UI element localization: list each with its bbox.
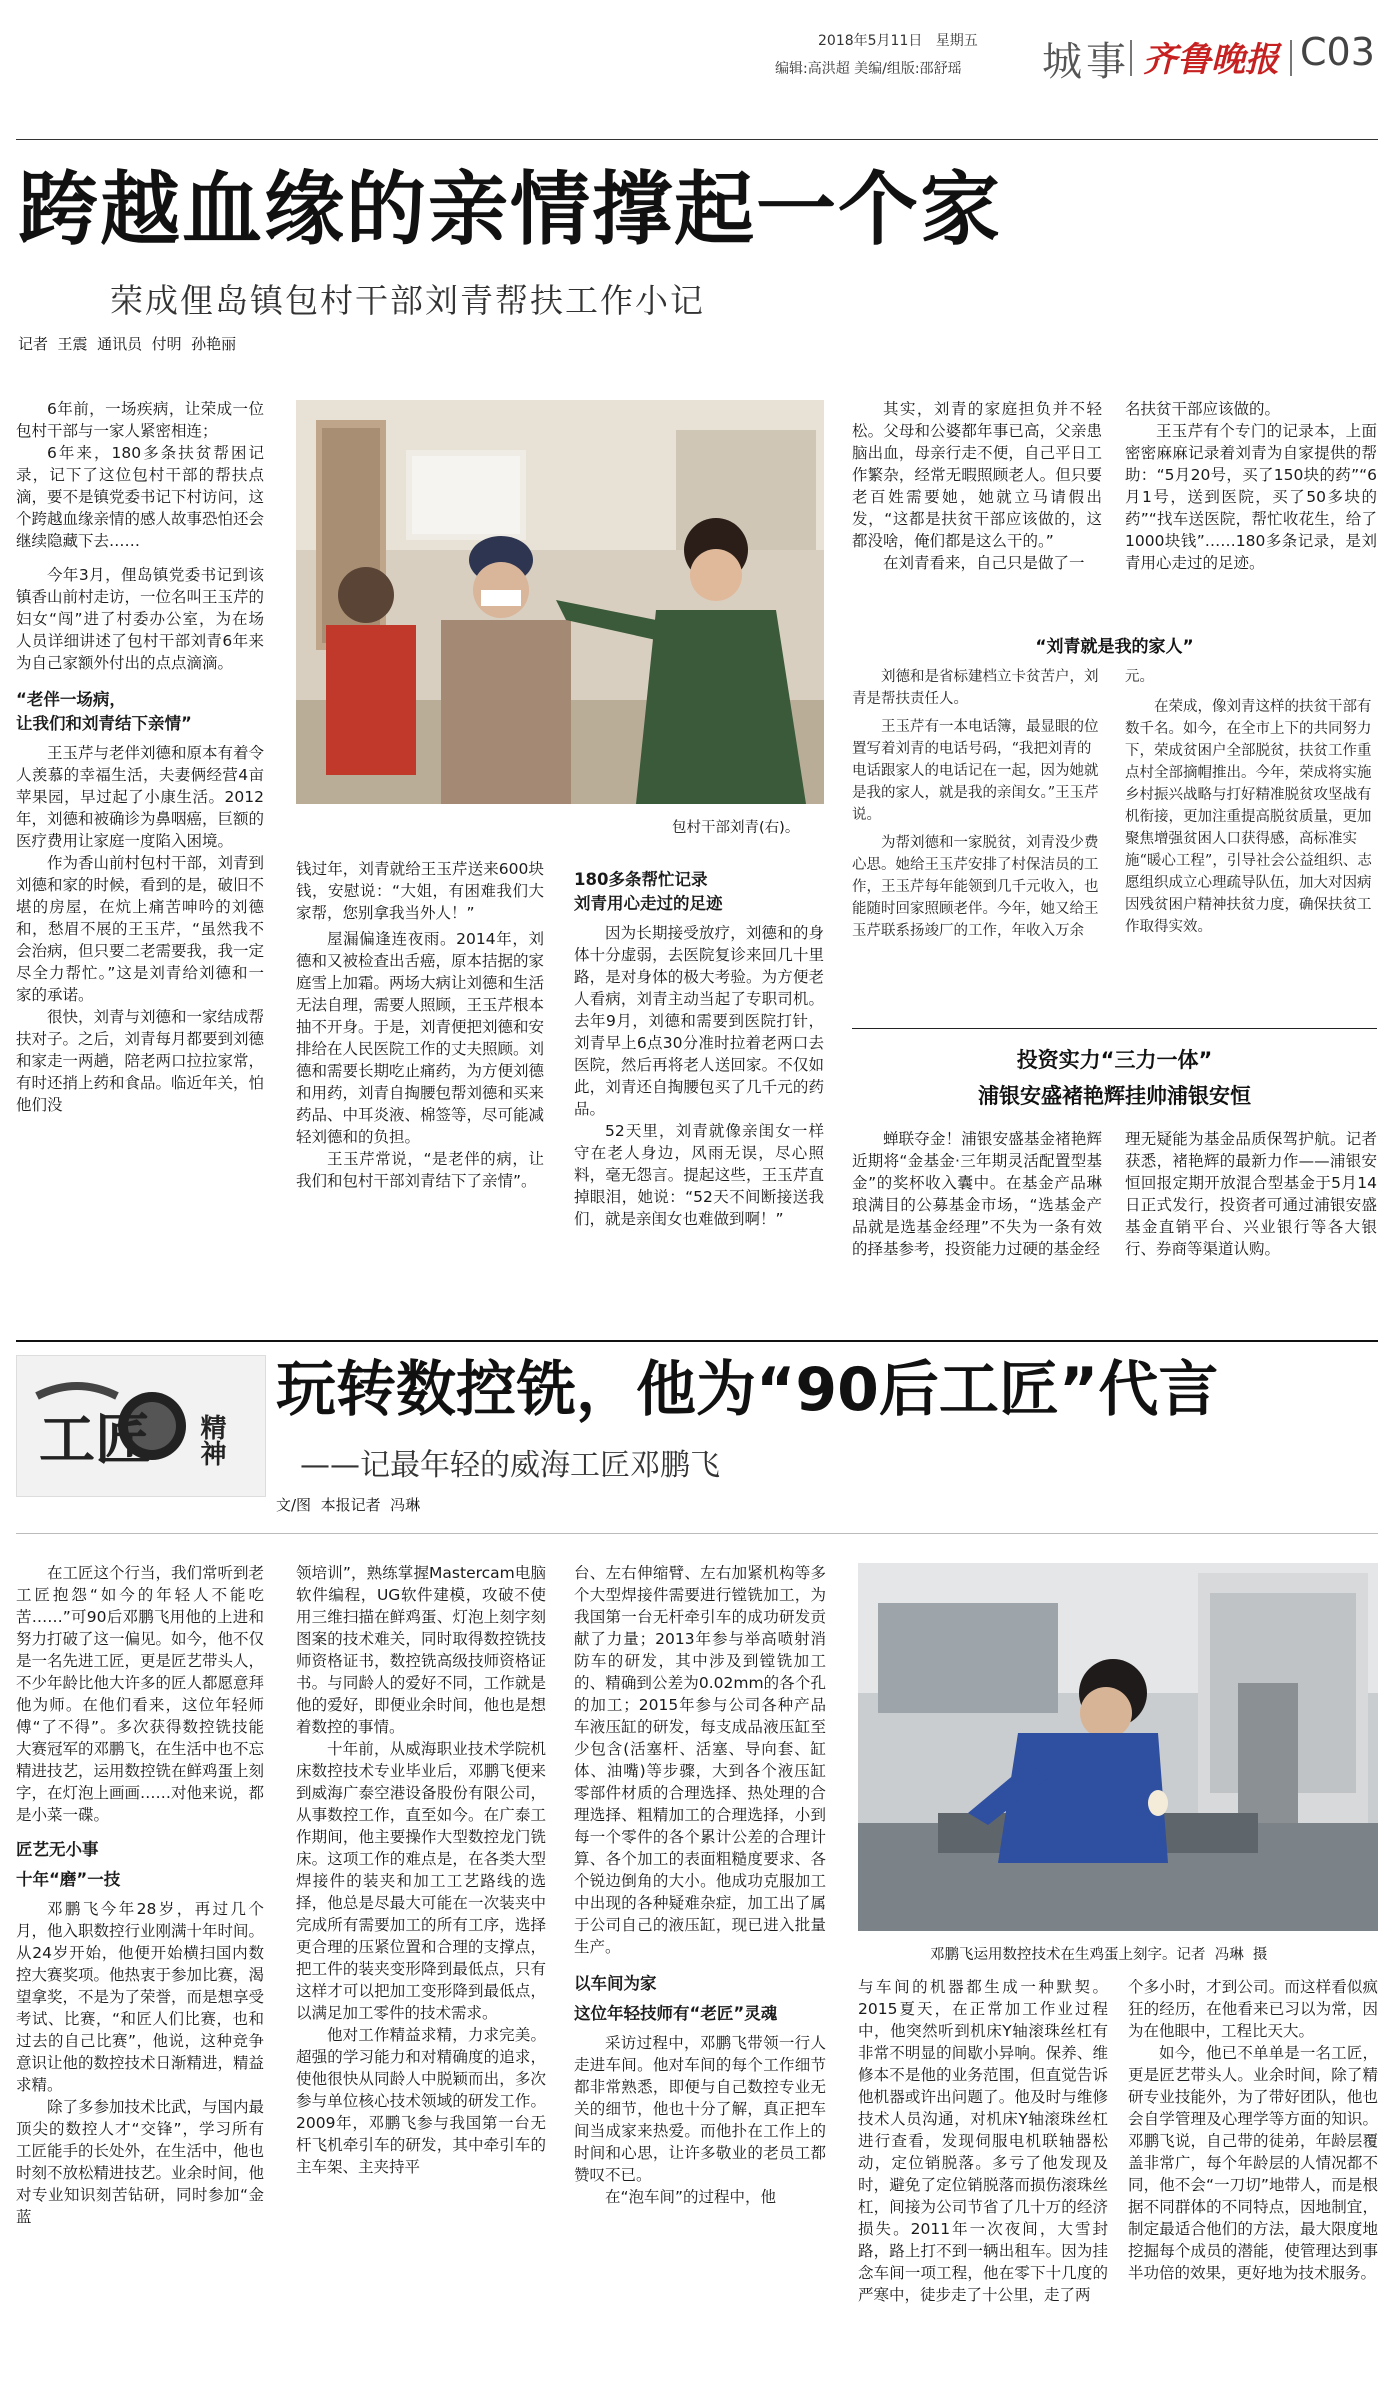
paragraph: 除了多参加技术比武，与国内最顶尖的数控人才“交锋”，学习所有工匠能手的长处外，在生活中，他也时刻不放松精进技艺。业余时间，他对专业知识刻苦钻研，同时参加“金蓝 bbox=[16, 2098, 265, 2226]
ad-col1 bbox=[852, 1128, 1102, 1260]
paragraph: 领培训”，熟练掌握Mastercam电脑软件编程，UG软件建模，攻破不使用三维扫描在鲜鸡蛋、灯泡上刻字刻图案的技术难关，同时取得数控铣技师资格证书，数控铣高级技师资格证书。与同龄人的爱好不同，工作就是他的爱好，即便业余时间，他也是想着数控的事情。 bbox=[296, 1564, 546, 1736]
paper-logo: 齐鲁晚报 bbox=[1143, 40, 1279, 80]
paragraph: 十年前，从威海职业技术学院机床数控技术专业毕业后，邓鹏飞便来到威海广泰空港设备股份有限公司，从事数控工作，直至如今。在广泰工作期间，他主要操作大型数控龙门铣床。这项工作的难点是，在各类大型焊接件的装夹和加工工艺路线的选择，他总是尽最大可能在一次装夹中完成所有需要加工的所有工序，选择更合理的压紧位置和合理的支撑点，把工件的装夹变形降到最低点，只有这样才可以把加工变形降到最低点，以满足加工零件的技术需求。 bbox=[296, 1740, 546, 2022]
article2-title: 玩转数控铣，他为“90后工匠”代言 bbox=[276, 1355, 1219, 1425]
paragraph: 52天里，刘青就像亲闺女一样守在老人身边，风雨无误，尽心照料，毫无怨言。提起这些，王玉芹直掉眼泪，她说：“52天不间断接送我们，就是亲闺女也难做到啊！” bbox=[574, 1122, 824, 1228]
article2-subtitle: ——记最年轻的威海工匠邓鹏飞 bbox=[300, 1448, 720, 1483]
paragraph: 王玉芹与老伴刘德和原本有着令人羡慕的幸福生活，夫妻俩经营4亩苹果园，早过起了小康生活。2012年，刘德和被确诊为鼻咽癌，巨额的医疗费用让家庭一度陷入困境。 bbox=[16, 744, 265, 850]
ad-col2 bbox=[1125, 1128, 1377, 1260]
section-heading: 以车间为家 bbox=[574, 1974, 657, 1993]
paragraph: 钱过年，刘青就给王玉芹送来600块钱，安慰说：“大姐，有困难我们大家帮，您别拿我当外人！” bbox=[296, 860, 544, 922]
section-heading: 十年“磨”一技 bbox=[16, 1870, 121, 1889]
ad-top-rule bbox=[852, 1028, 1377, 1029]
paragraph: 屋漏偏逢连夜雨。2014年，刘德和又被检查出舌癌，原本拮据的家庭雪上加霜。两场大病让刘德和生活无法自理，需要人照顾，王玉芹根本抽不开身。于是，刘青便把刘德和安排给在人民医院工作的丈夫照顾。刘德和需要长期吃止痛药，为方便刘德和用药，刘青自掏腰包帮刘德和买来药品、中耳炎液、棉签等，尽可能减轻刘德和的负担。 bbox=[296, 930, 545, 1146]
article2-byline: 文/图 本报记者 冯琳 bbox=[276, 1496, 421, 1514]
ad-title2: 浦银安盛褚艳辉挂帅浦银安恒 bbox=[978, 1084, 1251, 1108]
section-name: 城事 bbox=[1042, 39, 1130, 85]
header-separator-1 bbox=[1130, 40, 1132, 76]
article1-byline: 记者 王震 通讯员 付明 孙艳丽 bbox=[18, 335, 237, 353]
ad-title1: 投资实力“三力一体” bbox=[1016, 1048, 1213, 1072]
section-heading: 180多条帮忙记录 刘青用心走过的足迹 bbox=[574, 870, 723, 913]
family-col1 bbox=[852, 666, 1102, 942]
photo2-caption: 邓鹏飞运用数控技术在生鸡蛋上刻字。记者 冯琳 摄 bbox=[930, 1947, 1268, 1963]
paragraph: 邓鹏飞今年28岁，再过几个月，他入职数控行业刚满十年时间。从24岁开始，他便开始横扫国内数控大赛奖项。他热衷于参加比赛，渴望拿奖，不是为了荣誉，而是想享受考试、比赛，“和匠人们比赛，也和过去的自己比赛”，他说，这种竞争意识让他的数控技术日渐精进，精益求精。 bbox=[16, 1900, 265, 2094]
paragraph: 他对工作精益求精，力求完美。超强的学习能力和对精确度的追求，使他很快从同龄人中脱颖而出，多次参与单位核心技术领域的研发工作。2009年，邓鹏飞参与我国第一台无杆飞机牵引车的研发，其中牵引车的主车架、主夹持平 bbox=[296, 2026, 546, 2176]
paragraph: 名扶贫干部应该做的。 bbox=[1125, 400, 1281, 418]
paragraph: 如今，他已不单单是一名工匠，更是匠艺带头人。业余时间，除了精研专业技能外，为了带好团队，他也会自学管理及心理学等方面的知识。邓鹏飞说，自己带的徒弟，年龄层覆盖非常广，每个年龄层的人情况都不同，他不会“一刀切”地带人，而是根据不同群体的不同特点，因地制宜，制定最适合他们的方法，最大限度地挖掘每个成员的潜能，使管理达到事半功倍的效果，更好地为技术服务。 bbox=[1128, 2044, 1378, 2282]
paragraph: 刘德和是省标建档立卡贫苦户，刘青是帮扶责任人。 bbox=[852, 669, 1099, 707]
paragraph: 在刘青看来，自己只是做了一 bbox=[883, 554, 1085, 572]
page-number: C03 bbox=[1300, 30, 1375, 74]
paragraph: 作为香山前村包村干部，刘青到刘德和家的时候，看到的是，破旧不堪的房屋，在炕上痛苦呻吟的刘德和，愁眉不展的王玉芹，“虽然我不会治病，但只要二老需要我，我一定尽全力帮忙。”这是刘青给刘德和一家的承诺。 bbox=[16, 854, 265, 1004]
logo-text-spirit: 精神 bbox=[196, 1414, 226, 1466]
paragraph: 王玉芹有一本电话簿，最显眼的位置写着刘青的电话号码，“我把刘青的电话跟家人的电话记在一起，因为她就是我的家人，就是我的亲闺女。”王玉芹说。 bbox=[852, 719, 1099, 823]
article2-col2 bbox=[296, 1562, 546, 2178]
header-editors: 编辑:高洪超 美编/组版:邵舒瑶 bbox=[775, 61, 962, 77]
logo-text-craftsman: 工匠 bbox=[39, 1407, 151, 1473]
article2-col1 bbox=[16, 1562, 264, 2228]
article1-col3-top bbox=[852, 398, 1102, 574]
photo1-caption: 包村干部刘青(右)。 bbox=[672, 820, 800, 836]
family-heading: “刘青就是我的家人” bbox=[1035, 637, 1194, 657]
header-separator-2 bbox=[1290, 40, 1292, 76]
photo-illustration bbox=[296, 400, 824, 804]
photo-illustration bbox=[858, 1563, 1378, 1931]
paragraph: 为帮刘德和一家脱贫，刘青没少费心思。她给王玉芹安排了村保洁员的工作，王玉芹每年能领到几千元收入，也能随时回家照顾老伴。今年，她又给王玉芹联系扬竣厂的工作，年收入万余 bbox=[852, 835, 1099, 939]
craftsman-logo bbox=[16, 1355, 266, 1497]
article2-col4 bbox=[858, 1976, 1108, 2306]
paragraph: 采访过程中，邓鹏飞带领一行人走进车间。他对车间的每个工作细节都非常熟悉，即便与自己数控专业无关的细节，他也十分了解，真正把车间当成家来热爱。而他扑在工作上的时间和心思，让许多敬业的老员工都赞叹不已。 bbox=[574, 2034, 826, 2184]
article2-col3 bbox=[574, 1562, 826, 2208]
section-divider bbox=[16, 1340, 1378, 1342]
paragraph: 蝉联夺金！浦银安盛基金褚艳辉近期将“金基金·三年期灵活配置型基金”的奖杯收入囊中。在基金产品琳琅满目的公募基金市场，“选基金产品就是选基金经理”不失为一条有效的择基参考，投资能力过硬的基金经 bbox=[852, 1130, 1102, 1258]
article2-col5 bbox=[1128, 1976, 1378, 2284]
section-heading: 匠艺无小事 bbox=[16, 1840, 99, 1859]
date: 2018年5月11日 bbox=[818, 33, 923, 49]
paragraph: 6年来，180多条扶贫帮困记录，记下了这位包村干部的帮扶点滴，要不是镇党委书记下村访问，这个跨越血缘亲情的感人故事恐怕还会继续隐藏下去…… bbox=[16, 444, 265, 550]
paragraph: 很快，刘青与刘德和一家结成帮扶对子。之后，刘青每月都要到刘德和家走一两趟，陪老两口拉拉家常，有时还捎上药和食品。临近年关，怕他们没 bbox=[16, 1008, 265, 1114]
paragraph: 因为长期接受放疗，刘德和的身体十分虚弱，去医院复诊来回几十里路，是对身体的极大考验。为方便老人看病，刘青主动当起了专职司机。 去年9月，刘德和需要到医院打针，刘青早上6点30分准时拉着老两口去医院，然后再将老人送回家。不仅如此，刘青还自掏腰包买了几千元的药品。 bbox=[574, 924, 824, 1118]
header-rule bbox=[16, 139, 1378, 140]
article1-subtitle: 荣成俚岛镇包村干部刘青帮扶工作小记 bbox=[110, 281, 705, 320]
photo-cnc-engraving bbox=[858, 1563, 1378, 1931]
article2-byline-rule bbox=[16, 1533, 1378, 1534]
paragraph: 在“泡车间”的过程中，他 bbox=[605, 2188, 777, 2206]
header-date bbox=[818, 30, 978, 50]
paragraph: 今年3月，俚岛镇党委书记到该镇香山前村走访，一位名叫王玉芹的妇女“闯”进了村委办公室，为在场人员详细讲述了包村干部刘青6年来为自己家额外付出的点点滴滴。 bbox=[16, 566, 265, 672]
article1-col1 bbox=[16, 398, 264, 1116]
article1-col3 bbox=[574, 858, 824, 1230]
article1-col4-top bbox=[1125, 398, 1377, 574]
paragraph: 元。 bbox=[1125, 669, 1154, 685]
paragraph: 与车间的机器都生成一种默契。2015夏天，在正常加工作业过程中，他突然听到机床Y轴滚珠丝杠有非常不明显的间歇小异响。保养、维修本不是他的业务范围，但直觉告诉他机器或许出问题了。他及时与维修技术人员沟通，对机床Y轴滚珠丝杠进行查看，发现伺服电机联轴器松动，定位销脱落。多亏了他发现及时，避免了定位销脱落而损伤滚珠丝杠，间接为公司节省了几十万的经济损失。2011年一次夜间，大雪封路，路上打不到一辆出租车。因为挂念车间一项工程，他在零下十几度的严寒中，徒步走了十公里，走了两 bbox=[858, 1978, 1108, 2304]
family-col2 bbox=[1125, 666, 1377, 938]
paragraph: 其实，刘青的家庭担负并不轻松。父母和公婆都年事已高，父亲患脑出血，母亲行走不便，自己平日工作繁杂，经常无暇照顾老人。但只要老百姓需要她，她就立马请假出发，“这都是扶贫干部应该做的，这都没啥，俺们都是这么干的。” bbox=[852, 400, 1102, 550]
article1-col2 bbox=[296, 858, 544, 1192]
paragraph: 理无疑能为基金品质保驾护航。记者获悉，褚艳辉的最新力作——浦银安恒回报定期开放混合型基金于5月14日正式发行，投资者可通过浦银安盛基金直销平台、兴业银行等各大银行、券商等渠道认购。 bbox=[1125, 1130, 1377, 1258]
section-heading: “老伴一场病， 让我们和刘青结下亲情” bbox=[16, 690, 192, 733]
paragraph: 在工匠这个行当，我们常听到老工匠抱怨“如今的年轻人不能吃苦……”可90后邓鹏飞用他的上进和努力打破了这一偏见。如今，他不仅是一名先进工匠，更是匠艺带头人，不少年龄比他大许多的匠人都愿意拜他为师。在他们看来，这位年轻师傅“了不得”。多次获得数控铣技能大赛冠军的邓鹏飞，在生活中也不忘精进技艺，运用数控铣在鲜鸡蛋上刻字，在灯泡上画画……对他来说，都是小菜一碟。 bbox=[16, 1564, 265, 1824]
paragraph: 台、左右伸缩臂、左右加紧机构等多个大型焊接件需要进行镗铣加工，为我国第一台无杆牵引车的成功研发贡献了力量；2013年参与举高喷射消防车的研发，其中涉及到镗铣加工的、精确到公差为0.02mm的各个孔的加工；2015年参与公司各种产品车液压缸的研发，每支成品液压缸至少包含(活塞杆、活塞、导向套、缸体、油嘴)等步骤，大到各个液压缸零部件材质的合理选择、热处理的合理选择、粗精加工的合理选择，小到每一个零件的各个累计公差的合理计算、各个加工的表面粗糙度要求、各个锐边倒角的大小。他成功克服加工中出现的各种疑难杂症，加工出了属于公司自己的液压缸，现已进入批量生产。 bbox=[574, 1564, 826, 1956]
weekday: 星期五 bbox=[935, 33, 978, 49]
paragraph: 王玉芹常说，“是老伴的病，让我们和包村干部刘青结下了亲情”。 bbox=[296, 1150, 544, 1190]
article1-title: 跨越血缘的亲情撑起一个家 bbox=[18, 163, 1002, 256]
paragraph: 个多小时，才到公司。而这样看似疯狂的经历，在他看来已习以为常，因为在他眼中，工程比天大。 bbox=[1128, 1978, 1378, 2040]
paragraph: 6年前，一场疾病，让荣成一位包村干部与一家人紧密相连； bbox=[16, 400, 264, 440]
paragraph: 王玉芹有个专门的记录本，上面密密麻麻记录着刘青为自家提供的帮助：“5月20号，买了150块的药”“6月1号，送到医院，买了50多块的药”“找车送医院，帮忙收花生，给了1000块钱”……180多条记录，是刘青用心走过的足迹。 bbox=[1125, 422, 1377, 572]
paragraph: 在荣成，像刘青这样的扶贫干部有数千名。如今，在全市上下的共同努力下，荣成贫困户全部脱贫，扶贫工作重点村全部摘帽推出。今年，荣成将实施乡村振兴战略与打好精准脱贫攻坚战有机衔接，更加注重提高脱贫质量，更加聚焦增强贫困人口获得感，高标准实施“暖心工程”，引导社会公益组织、志愿组织成立心理疏导队伍，加大对因病因残贫困户精神扶贫力度，确保扶贫工作取得实效。 bbox=[1125, 699, 1372, 935]
photo-village-cadre bbox=[296, 400, 824, 804]
section-heading: 这位年轻技师有“老匠”灵魂 bbox=[574, 2004, 778, 2023]
